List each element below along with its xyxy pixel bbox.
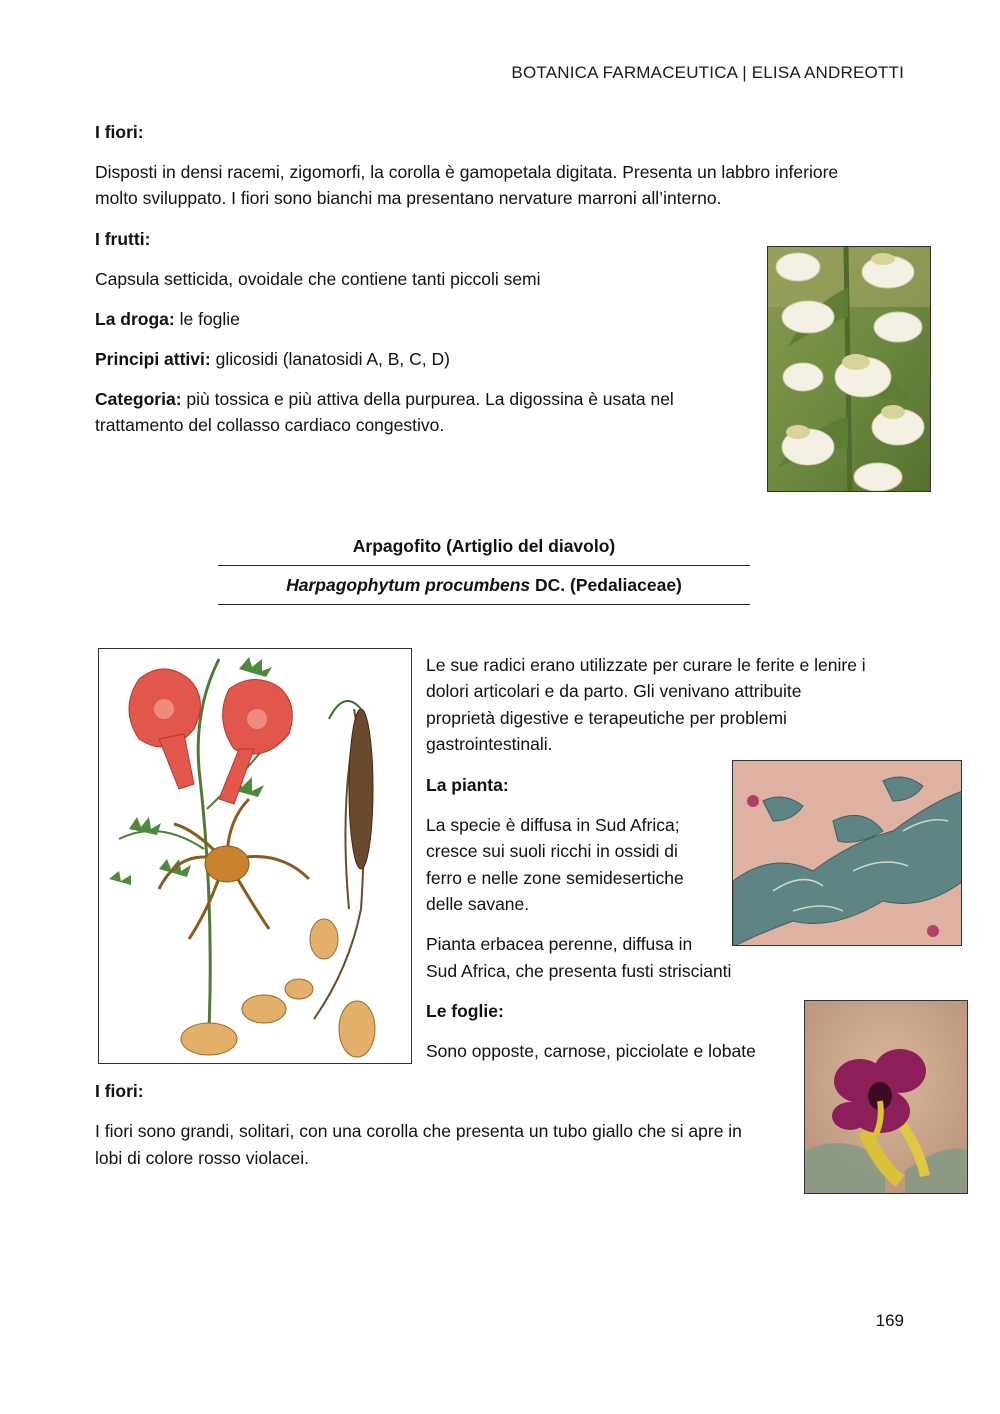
white-foxglove-photo — [767, 246, 931, 492]
intro-line-4: gastrointestinali. — [426, 734, 553, 754]
pianta-label: La pianta: — [426, 775, 509, 795]
intro-line-3: proprietà digestive e terapeutiche per problemi — [426, 708, 787, 728]
harpagophytum-plant-photo — [732, 760, 962, 946]
fiori2-line-2: lobi di colore rosso violacei. — [95, 1148, 309, 1168]
principi-label: Principi attivi: — [95, 349, 211, 369]
title-rule-bottom — [218, 604, 750, 605]
categoria-text-1: più tossica e più attiva della purpurea. La digossina è usata nel — [181, 389, 674, 409]
droga-line — [95, 306, 240, 332]
purple-flower-illustration — [805, 1001, 968, 1194]
foglie-text: Sono opposte, carnose, picciolate e lobate — [426, 1041, 756, 1061]
intro-line-2: dolori articolari e da parto. Gli venivano attribuite — [426, 681, 802, 701]
erbacea-line-1: Pianta erbacea perenne, diffusa in — [426, 934, 693, 954]
foglie-label: Le foglie: — [426, 1001, 504, 1021]
pianta-line-4: delle savane. — [426, 894, 530, 914]
categoria-label: Categoria: — [95, 389, 182, 409]
principi-line — [95, 346, 450, 372]
harpagophytum-flower-photo — [804, 1000, 968, 1194]
pianta-line-1: La specie è diffusa in Sud Africa; — [426, 815, 680, 835]
title-rule-top — [218, 565, 750, 566]
droga-text: le foglie — [174, 309, 240, 329]
pianta-line-2: cresce sui suoli ricchi in ossidi di — [426, 841, 678, 861]
principi-text: glicosidi (lanatosidi A, B, C, D) — [210, 349, 450, 369]
erbacea-line-2: Sud Africa, che presenta fusti striscianti — [426, 961, 732, 981]
fiori-label-2: I fiori: — [95, 1081, 144, 1101]
frutti-text: Capsula setticida, ovoidale che contiene tanti piccoli semi — [95, 269, 541, 289]
plant-author-family: DC. (Pedaliaceae) — [530, 575, 682, 595]
fiori2-line-1: I fiori sono grandi, solitari, con una corolla che presenta un tubo giallo che si apre in — [95, 1121, 742, 1141]
harpagophytum-botanical-illustration — [98, 648, 412, 1064]
fiori-text-line-2: molto sviluppato. I fiori sono bianchi ma presentano nervature marroni all’interno. — [95, 188, 722, 208]
plant-latin-name: Harpagophytum procumbens — [286, 575, 531, 595]
fiori-label-1: I fiori: — [95, 122, 144, 142]
plant-latin-line — [218, 572, 750, 598]
page-number: 169 — [875, 1311, 904, 1330]
white-foxglove-illustration — [768, 247, 931, 492]
categoria-text-2: trattamento del collasso cardiaco congestivo. — [95, 415, 445, 435]
intro-line-1: Le sue radici erano utilizzate per curare le ferite e lenire i — [426, 655, 866, 675]
frutti-label: I frutti: — [95, 229, 151, 249]
running-header: BOTANICA FARMACEUTICA | ELISA ANDREOTTI — [511, 63, 904, 82]
plant-common-name: Arpagofito (Artiglio del diavolo) — [352, 536, 616, 556]
categoria-line — [95, 386, 674, 412]
pianta-line-3: ferro e nelle zone semidesertiche — [426, 868, 684, 888]
droga-label: La droga: — [95, 309, 175, 329]
fiori-text-line-1: Disposti in densi racemi, zigomorfi, la corolla è gamopetala digitata. Presenta un labbro inferiore — [95, 162, 839, 182]
plant-on-sand-illustration — [733, 761, 962, 946]
botanical-drawing — [99, 649, 412, 1064]
